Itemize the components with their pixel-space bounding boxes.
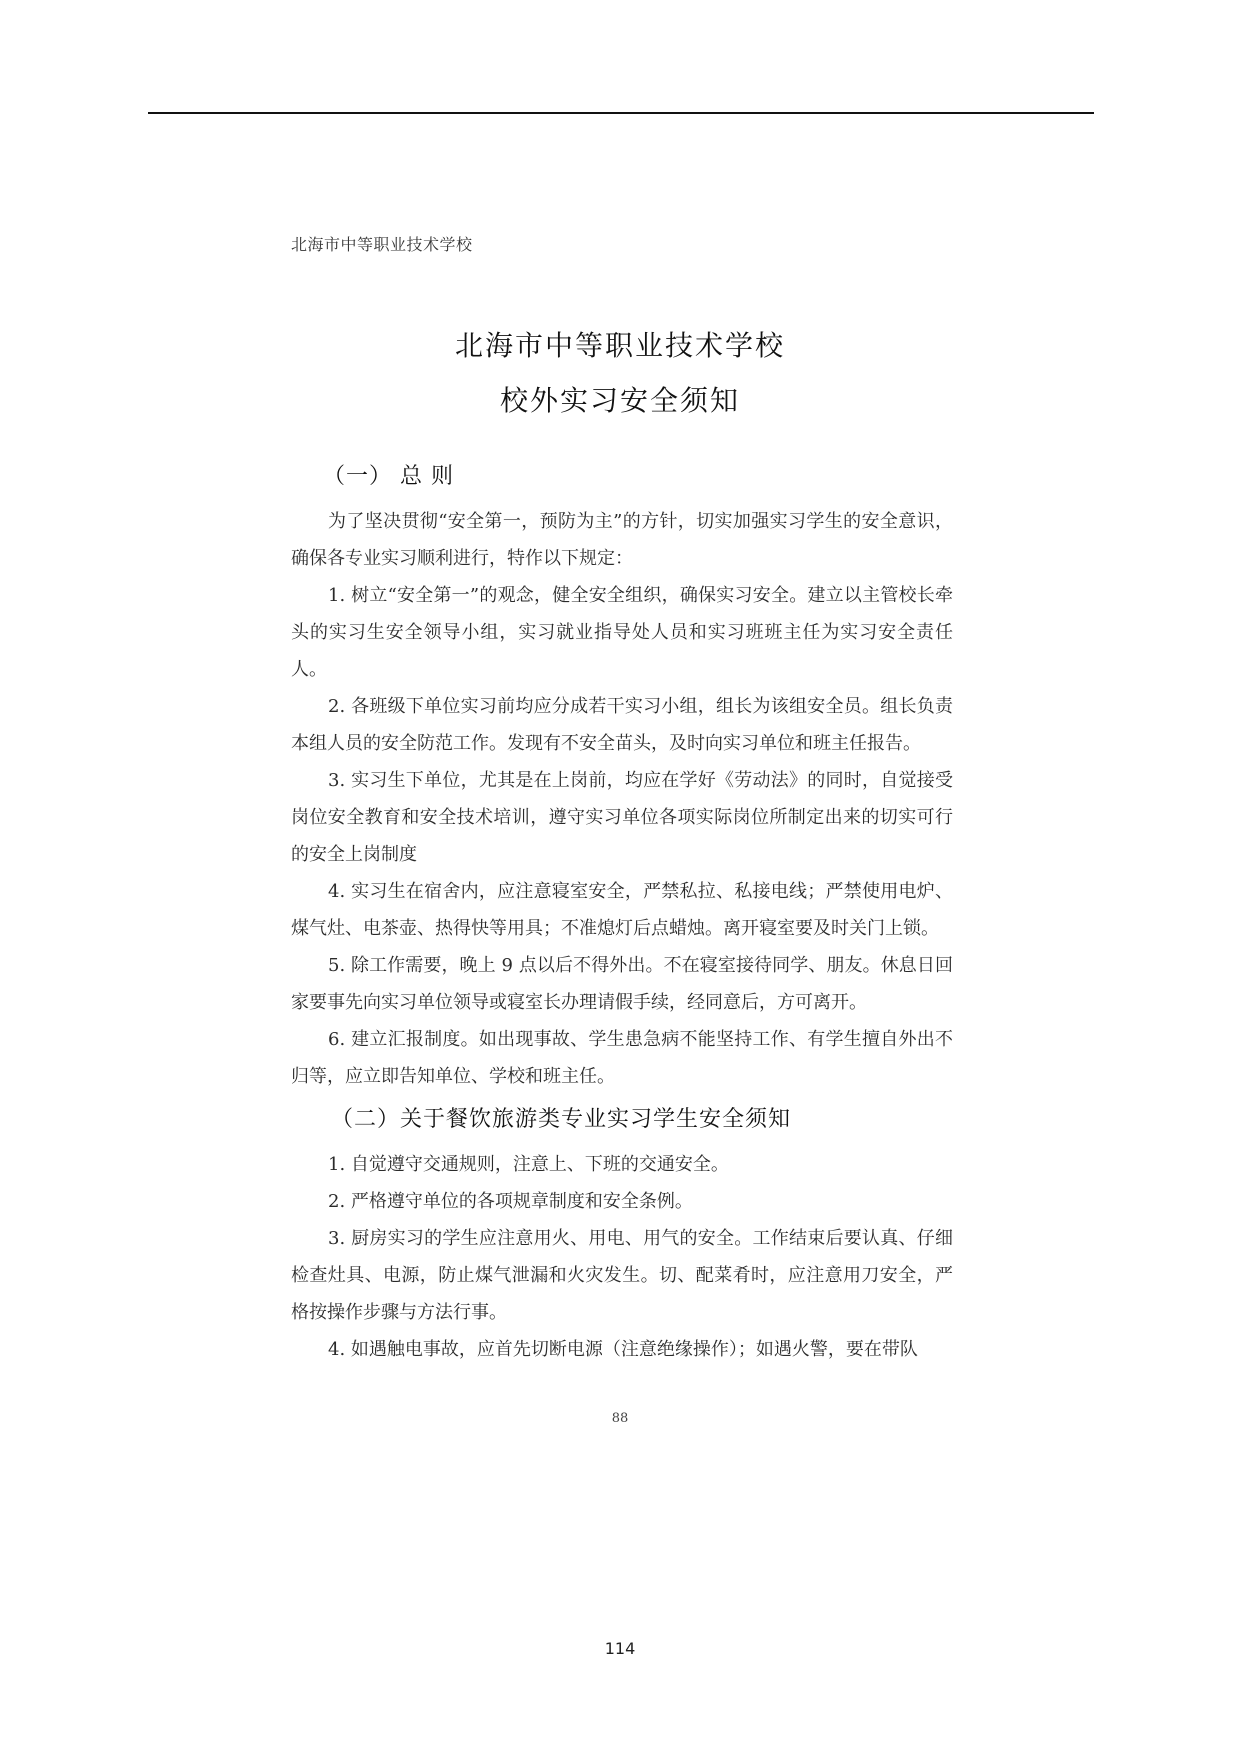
rule-item-3: 3. 实习生下单位，尤其是在上岗前，均应在学好《劳动法》的同时，自觉接受岗位安全教育和安全技术培训，遵守实习单位各项实际岗位所制定出来的切实可行的安全上岗制度	[291, 770, 953, 865]
running-header: 北海市中等职业技术学校	[291, 235, 473, 254]
section-catering-tourism	[291, 1098, 953, 1368]
outer-page-number: 114	[604, 1639, 636, 1658]
title-line-1: 北海市中等职业技术学校	[454, 329, 785, 362]
catering-item-4: 4. 如遇触电事故，应首先切断电源（注意绝缘操作）；如遇火警，要在带队	[328, 1339, 918, 1360]
section-heading-general: （一） 总 则	[323, 464, 454, 489]
rule-item-6: 6. 建立汇报制度。如出现事故、学生患急病不能坚持工作、有学生擅自外出不归等，应立即告知单位、学校和班主任。	[291, 1029, 953, 1087]
intro-paragraph: 为了坚决贯彻“安全第一，预防为主”的方针，切实加强实习学生的安全意识，确保各专业实习顺利进行，特作以下规定：	[291, 511, 953, 569]
rule-item-1: 1. 树立“安全第一”的观念，健全安全组织，确保实习安全。建立以主管校长牵头的实习生安全领导小组，实习就业指导处人员和实习班班主任为实习安全责任人。	[291, 585, 953, 680]
title-line-2: 校外实习安全须知	[499, 384, 740, 417]
rule-item-2: 2. 各班级下单位实习前均应分成若干实习小组，组长为该组安全员。组长负责本组人员的安全防范工作。发现有不安全苗头，及时向实习单位和班主任报告。	[291, 696, 953, 754]
catering-item-3: 3. 厨房实习的学生应注意用火、用电、用气的安全。工作结束后要认真、仔细检查灶具、电源，防止煤气泄漏和火灾发生。切、配菜肴时，应注意用刀安全，严格按操作步骤与方法行事。	[291, 1228, 953, 1323]
document-title	[0, 318, 1240, 428]
catering-item-1: 1. 自觉遵守交通规则，注意上、下班的交通安全。	[328, 1154, 729, 1175]
catering-item-2: 2. 严格遵守单位的各项规章制度和安全条例。	[328, 1191, 693, 1212]
rule-item-5: 5. 除工作需要，晚上 9 点以后不得外出。不在寝室接待同学、朋友。休息日回家要事先向实习单位领导或寝室长办理请假手续，经同意后，方可离开。	[291, 955, 953, 1013]
section-general	[291, 455, 953, 1095]
rule-item-4: 4. 实习生在宿舍内，应注意寝室安全，严禁私拉、私接电线；严禁使用电炉、煤气灶、电茶壶、热得快等用具；不准熄灯后点蜡烛。离开寝室要及时关门上锁。	[291, 881, 953, 939]
section-heading-catering: （二）关于餐饮旅游类专业实习学生安全须知	[331, 1107, 792, 1132]
inner-page-number: 88	[611, 1411, 629, 1426]
header-rule	[148, 112, 1094, 114]
